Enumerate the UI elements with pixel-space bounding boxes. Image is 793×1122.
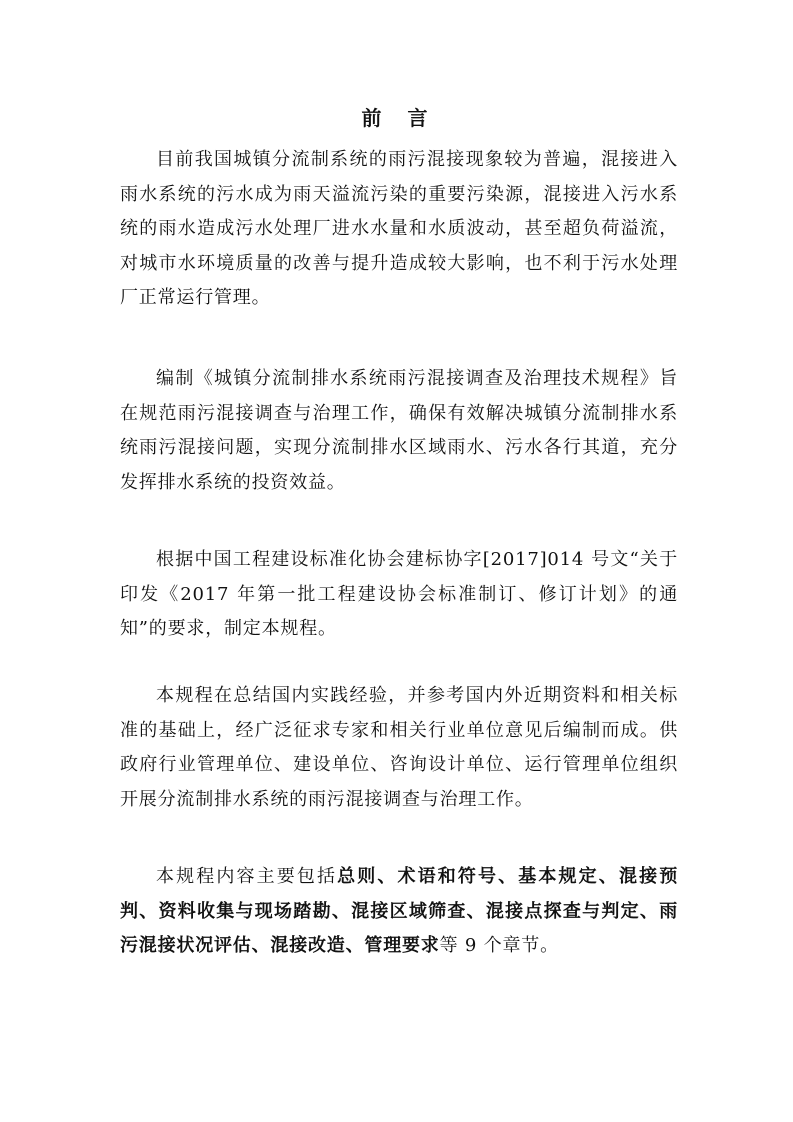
- paragraph-2: 编制《城镇分流制排水系统雨污混接调查及治理技术规程》旨在规范雨污混接调查与治理工作，确保有效解决城镇分流制排水系统雨污混接问题，实现分流制排水区域雨水、污水各行其道，充分发挥排水系统的投资效益。: [120, 368, 678, 493]
- paragraph-1: 目前我国城镇分流制系统的雨污混接现象较为普遍，混接进入雨水系统的污水成为雨天溢流污染的重要污染源，混接进入污水系统的雨水造成污水处理厂进水水量和水质波动，甚至超负荷溢流，对城市水环境质量的改善与提升造成较大影响，也不利于污水处理厂正常运行管理。: [120, 149, 678, 308]
- title-char-1: 前: [361, 106, 386, 130]
- title-char-2: 言: [407, 106, 432, 130]
- paragraph-4: 本规程在总结国内实践经验，并参考国内外近期资料和相关标准的基础上，经广泛征求专家和相关行业单位意见后编制而成。供政府行业管理单位、建设单位、咨询设计单位、运行管理单位组织开展分流制排水系统的雨污混接调查与治理工作。: [120, 685, 678, 810]
- chapter-list: 总则、术语和符号、基本规定、混接预判、资料收集与现场踏勘、混接区域筛查、混接点探查与判定、雨污混接状况评估、混接改造、管理要求: [120, 866, 678, 956]
- paragraph-5-suffix: 等 9 个章节。: [439, 935, 559, 956]
- paragraph-5: [120, 860, 678, 964]
- paragraph-3: 根据中国工程建设标准化协会建标协字[2017]014 号文“关于印发《2017 年第一批工程建设协会标准制订、修订计划》的通知”的要求，制定本规程。: [120, 549, 678, 639]
- page-title: [0, 104, 793, 132]
- paragraph-5-prefix: 本规程内容主要包括: [156, 866, 338, 887]
